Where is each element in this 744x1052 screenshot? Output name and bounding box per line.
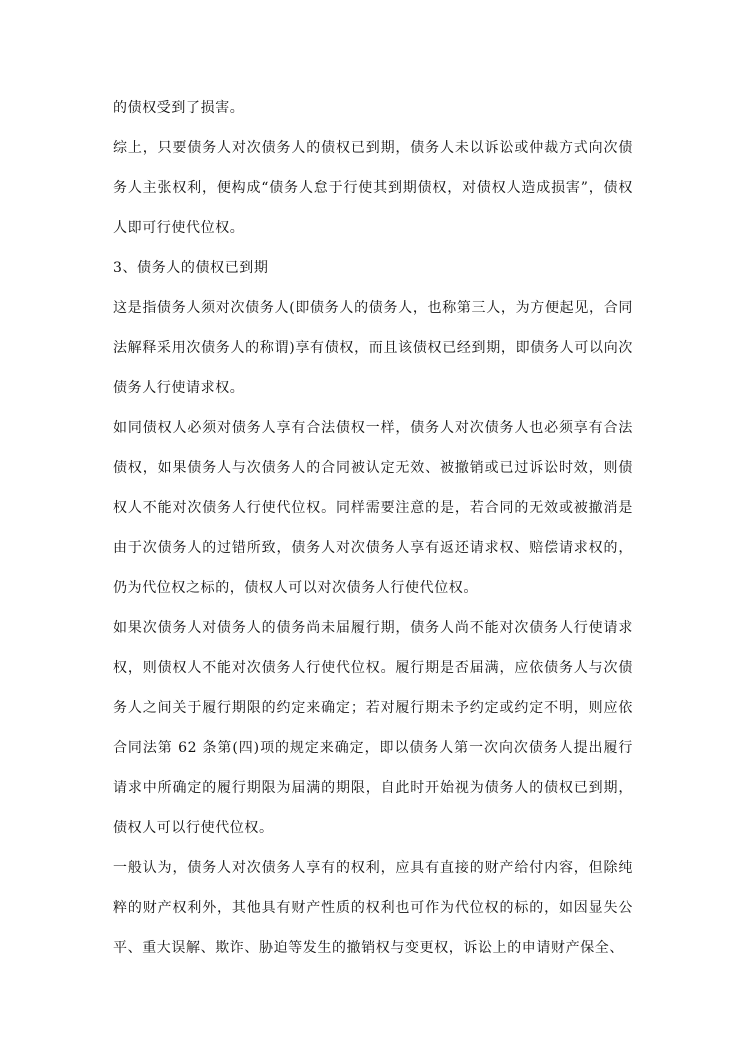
paragraph-2: 综上，只要债务人对次债务人的债权已到期，债务人未以诉讼或仲裁方式向次债务人主张权利，便构成“债务人怠于行使其到期债权，对债权人造成损害”，债权人即可行使代位权。 xyxy=(113,140,633,236)
paragraph-1: 的债权受到了损害。 xyxy=(113,100,245,116)
paragraph-5: 如同债权人必须对债务人享有合法债权一样，债务人对次债务人也必须享有合法债权，如果债务人与次债务人的合同被认定无效、被撤销或已过诉讼时效，则债权人不能对次债务人行使代位权。同样需要注意的是，若合同的无效或被撤消是由于次债务人的过错所致，债务人对次债务人享有返还请求权、赔偿请求权的，仍为代位权之标的，债权人可以对次债务人行使代位权。 xyxy=(113,420,633,596)
paragraph-4: 这是指债务人须对次债务人(即债务人的债务人，也称第三人，为方便起见，合同法解释采用次债务人的称谓)享有债权，而且该债权已经到期，即债务人可以向次债务人行使请求权。 xyxy=(113,300,633,396)
paragraph-6: 如果次债务人对债务人的债务尚未届履行期，债务人尚不能对次债务人行使请求权，则债权人不能对次债务人行使代位权。履行期是否届满，应依债务人与次债务人之间关于履行期限的约定来确定；若对履行期未予约定或约定不明，则应依合同法第 62 条第(四)项的规定来确定，即以债务人第一次向次债务人提出履行请求中所确定的履行期限为届满的期限，自此时开始视为债务人的债权已到期，债权人可以行使代位权。 xyxy=(113,620,633,836)
section-heading-3: 3、债务人的债权已到期 xyxy=(113,260,269,276)
paragraph-7: 一般认为，债务人对次债务人享有的权利，应具有直接的财产给付内容，但除纯粹的财产权利外，其他具有财产性质的权利也可作为代位权的标的，如因显失公平、重大误解、欺诈、胁迫等发生的撤销权与变更权，诉讼上的申请财产保全、 xyxy=(113,860,633,956)
